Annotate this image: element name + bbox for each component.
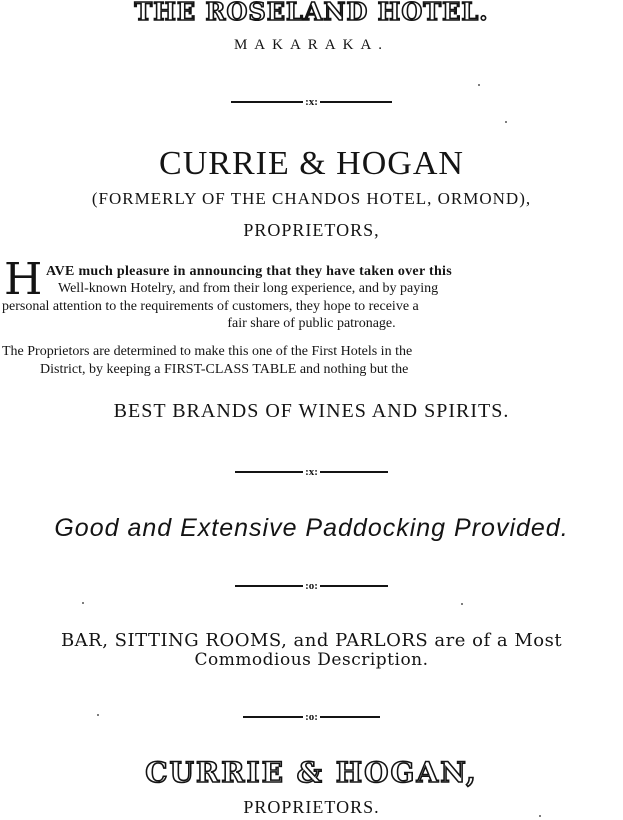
body-line: District, by keeping a FIRST-CLASS TABLE and nothing but the bbox=[40, 362, 409, 377]
footer-proprietors-label: PROPRIETORS. bbox=[243, 797, 380, 817]
print-speck bbox=[505, 121, 507, 123]
body-line: personal attention to the requirements of customers, they hope to receive a bbox=[2, 299, 419, 314]
rule-bar bbox=[235, 471, 303, 473]
proprietors-label: PROPRIETORS, bbox=[243, 220, 380, 240]
rule-mark: :x: bbox=[305, 96, 318, 108]
print-speck bbox=[82, 602, 84, 604]
rule-bar bbox=[231, 101, 303, 103]
hotel-title: THE ROSELAND HOTEL. bbox=[134, 0, 489, 26]
body-line: Well-known Hotelry, and from their long experience, and by paying bbox=[58, 281, 439, 296]
ornamental-rule bbox=[0, 580, 623, 592]
rule-bar bbox=[320, 585, 388, 587]
rule-bar bbox=[243, 716, 303, 718]
paddocking-line: Good and Extensive Paddocking Provided. bbox=[54, 514, 569, 542]
rule-bar bbox=[320, 101, 392, 103]
firm-name: CURRIE & HOGAN bbox=[159, 145, 464, 182]
body-line: The Proprietors are determined to make this one of the First Hotels in the bbox=[2, 344, 413, 359]
rule-mark: :o: bbox=[305, 580, 318, 592]
print-speck bbox=[539, 815, 541, 817]
body-line: AVE much pleasure in announcing that they have taken over this bbox=[46, 264, 452, 279]
rule-mark: :o: bbox=[305, 711, 318, 723]
ornamental-rule bbox=[0, 711, 623, 723]
best-brands-line: BEST BRANDS OF WINES AND SPIRITS. bbox=[113, 400, 510, 422]
drop-cap: H bbox=[4, 254, 43, 305]
print-speck bbox=[97, 714, 99, 716]
print-speck bbox=[478, 84, 480, 86]
formerly-line: (FORMERLY OF THE CHANDOS HOTEL, ORMOND), bbox=[91, 189, 532, 208]
rule-bar bbox=[320, 716, 380, 718]
rooms-line: BAR, SITTING ROOMS, and PARLORS are of a Most bbox=[60, 630, 563, 651]
rule-bar bbox=[235, 585, 303, 587]
ornamental-rule bbox=[0, 466, 623, 478]
print-speck bbox=[461, 603, 463, 605]
ornamental-rule bbox=[0, 96, 623, 108]
body-line: fair share of public patronage. bbox=[227, 316, 396, 331]
hotel-location: MAKARAKA. bbox=[233, 37, 390, 53]
footer-firm-name: CURRIE & HOGAN, bbox=[145, 756, 478, 789]
rule-mark: :x: bbox=[305, 466, 318, 478]
rule-bar bbox=[320, 471, 388, 473]
rooms-line: Commodious Description. bbox=[194, 650, 429, 670]
